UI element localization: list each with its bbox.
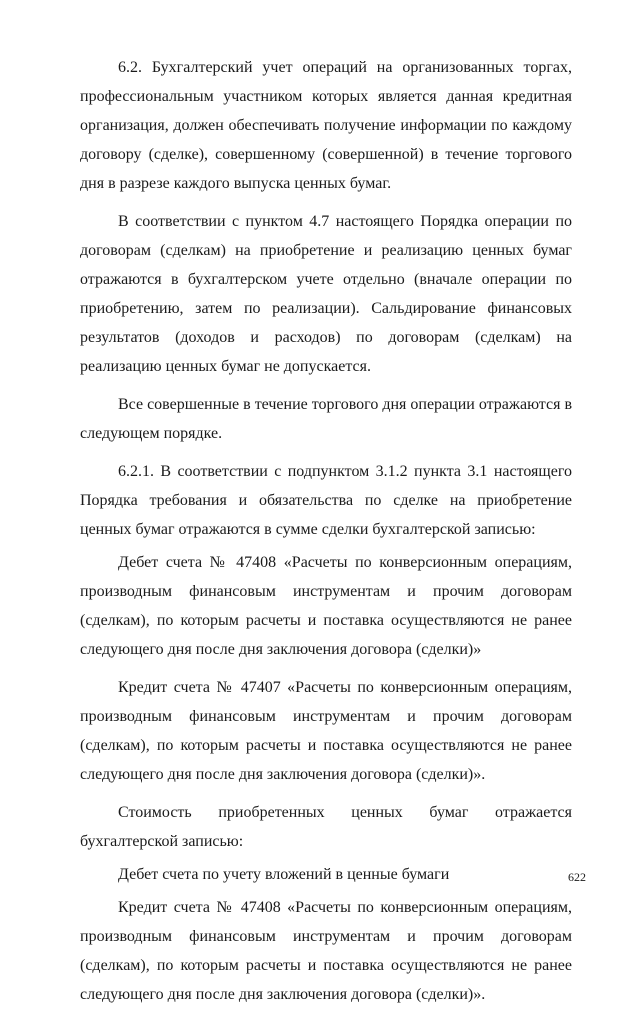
paragraph-debit-securities-account: Дебет счета по учету вложений в ценные бумаги — [118, 866, 450, 883]
document-body — [80, 53, 572, 1018]
paragraph-section-4-7-reference: В соответствии с пунктом 4.7 настоящего Порядка операции по договорам (сделкам) на приобретение и реализацию ценных бумаг отражаются в бухгалтерском учете отдельно (вначале операции по приобретению, затем по реализации). Сальдирование финансовых результатов (доходов и расходов) по договорам (сделкам) на реализацию ценных бумаг не допускается. — [80, 213, 572, 375]
paragraph-6-2-1: 6.2.1. В соответствии с подпунктом 3.1.2 пункта 3.1 настоящего Порядка требования и обязательства по сделке на приобретение ценных бумаг отражаются в сумме сделки бухгалтерской записью: — [80, 463, 572, 538]
paragraph-credit-47408: Кредит счета № 47408 «Расчеты по конверсионным операциям, производным финансовым инструментам и прочим договорам (сделкам), по которым расчеты и поставка осуществляются не ранее следующего дня после дня заключения договора (сделки)». — [80, 899, 572, 1003]
paragraph-credit-47407: Кредит счета № 47407 «Расчеты по конверсионным операциям, производным финансовым инструментам и прочим договорам (сделкам), по которым расчеты и поставка осуществляются не ранее следующего дня после дня заключения договора (сделки)». — [80, 679, 572, 783]
page-number: 622 — [568, 870, 586, 884]
paragraph-daily-operations-order: Все совершенные в течение торгового дня операции отражаются в следующем порядке. — [80, 396, 573, 442]
paragraph-6-2: 6.2. Бухгалтерский учет операций на организованных торгах, профессиональным участником которых является данная кредитная организация, должен обеспечивать получение информации по каждому договору (сделке), совершенному (совершенной) в течение торгового дня в разрезе каждого выпуска ценных бумаг. — [80, 59, 572, 192]
paragraph-debit-47408: Дебет счета № 47408 «Расчеты по конверсионным операциям, производным финансовым инструментам и прочим договорам (сделкам), по которым расчеты и поставка осуществляются не ранее следующего дня после дня заключения договора (сделки)» — [80, 554, 572, 658]
paragraph-securities-cost: Стоимость приобретенных ценных бумаг отражается бухгалтерской записью: — [80, 804, 572, 850]
